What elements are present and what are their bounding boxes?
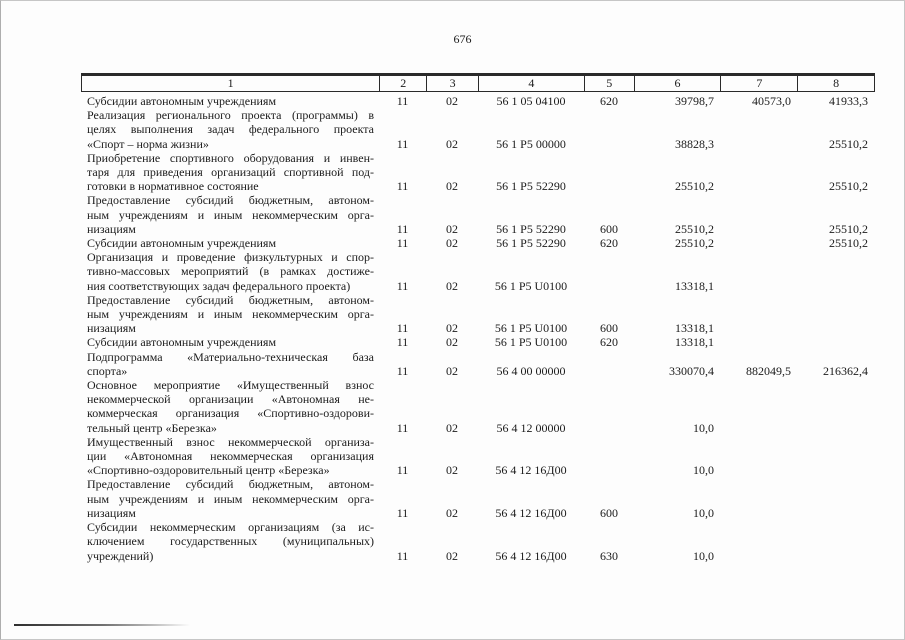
cell-value: 882049,5 <box>746 363 791 378</box>
cell-value: 620 <box>600 94 618 108</box>
cell-value: 330070,4 <box>669 363 714 378</box>
expense-type-code-cell <box>584 477 634 520</box>
cell-value: 11 <box>396 236 409 251</box>
amount-col7-cell <box>721 293 798 336</box>
row-title-line: ключением государственных (муниципальных) <box>87 534 374 549</box>
expense-type-code-cell <box>584 193 634 236</box>
expense-type-code-cell <box>584 378 634 435</box>
header-col-8: 8 <box>797 76 874 91</box>
cell-value: 25510,2 <box>675 221 714 236</box>
section-code-cell <box>379 108 426 151</box>
row-title-line: ния соответствующих задач федерального проекта) <box>87 278 351 293</box>
amount-col8-cell <box>798 108 875 151</box>
row-title-cell <box>81 335 379 349</box>
cell-value: 216362,4 <box>823 363 868 378</box>
section-code-cell <box>379 350 426 378</box>
subsection-code-cell <box>426 335 478 349</box>
subsection-code-cell <box>426 350 478 378</box>
cell-value: 02 <box>446 321 458 336</box>
row-title-line: Субсидии автономным учреждениям <box>87 236 277 251</box>
table-row <box>81 94 875 108</box>
cell-value: 02 <box>446 463 458 478</box>
row-title-cell <box>81 477 379 520</box>
cell-value: 02 <box>446 221 458 236</box>
cell-value: 56 4 12 16Д00 <box>495 463 567 478</box>
cell-value: 38828,3 <box>675 136 714 151</box>
subsection-code-cell <box>426 250 478 293</box>
row-title-line: коммерческая организация «Спортивно-оздорови- <box>87 406 374 421</box>
row-title-line: ным учреждениям и иным некоммерческим орга- <box>87 491 374 506</box>
cell-value: 11 <box>396 221 409 236</box>
amount-col6-cell <box>634 250 721 293</box>
cell-value: 02 <box>446 363 458 378</box>
subsection-code-cell <box>426 378 478 435</box>
table-row <box>81 293 875 336</box>
row-title-cell <box>81 151 379 194</box>
amount-col6-cell <box>634 378 721 435</box>
amount-col7-cell <box>721 250 798 293</box>
cell-value: 600 <box>600 505 618 520</box>
row-title-cell <box>81 250 379 293</box>
amount-col8-cell <box>798 236 875 250</box>
cell-value: 600 <box>600 221 618 236</box>
amount-col6-cell <box>634 477 721 520</box>
section-code-cell <box>379 151 426 194</box>
cell-value: 10,0 <box>693 420 714 435</box>
row-title-line: ным учреждениям и иным некоммерческим орга- <box>87 307 374 322</box>
table-row <box>81 520 875 563</box>
cell-value: 56 1 P5 U0100 <box>494 278 568 293</box>
table-row <box>81 435 875 478</box>
amount-col7-cell <box>721 435 798 478</box>
cell-value: 39798,7 <box>675 94 714 108</box>
cell-value: 02 <box>446 505 458 520</box>
target-article-code-cell <box>478 250 584 293</box>
row-title-line: готовки в нормативное состояние <box>87 179 259 194</box>
subsection-code-cell <box>426 520 478 563</box>
table-row <box>81 350 875 378</box>
subsection-code-cell <box>426 94 478 108</box>
subsection-code-cell <box>426 477 478 520</box>
row-title-cell <box>81 193 379 236</box>
row-title-line: таря для приведения организаций спортивной под- <box>87 165 374 180</box>
cell-value: 41933,3 <box>829 94 868 108</box>
cell-value: 56 4 12 16Д00 <box>495 548 567 563</box>
cell-value: 11 <box>396 363 409 378</box>
cell-value: 11 <box>396 505 409 520</box>
row-title-line: Предоставление субсидий бюджетным, автоном- <box>87 477 374 492</box>
row-title-cell <box>81 108 379 151</box>
expense-type-code-cell <box>584 108 634 151</box>
amount-col8-cell <box>798 293 875 336</box>
table-row <box>81 151 875 194</box>
expense-type-code-cell <box>584 250 634 293</box>
amount-col6-cell <box>634 520 721 563</box>
amount-col7-cell <box>721 335 798 349</box>
amount-col8-cell <box>798 335 875 349</box>
row-title-cell <box>81 378 379 435</box>
section-code-cell <box>379 236 426 250</box>
cell-value: 56 1 P5 52290 <box>496 221 566 236</box>
cell-value: 11 <box>396 321 409 336</box>
row-title-line: Предоставление субсидий бюджетным, автоном- <box>87 193 374 208</box>
cell-value: 13318,1 <box>675 278 714 293</box>
row-title-line: целях выполнения задач федерального проекта <box>87 122 374 137</box>
table-row <box>81 477 875 520</box>
subsection-code-cell <box>426 236 478 250</box>
cell-value: 56 1 P5 U0100 <box>494 321 568 336</box>
target-article-code-cell <box>478 236 584 250</box>
scan-artifact-line <box>14 624 190 626</box>
row-title-line: Субсидии автономным учреждениям <box>87 335 277 350</box>
section-code-cell <box>379 378 426 435</box>
amount-col8-cell <box>798 94 875 108</box>
subsection-code-cell <box>426 435 478 478</box>
cell-value: 630 <box>600 548 618 563</box>
header-col-3: 3 <box>426 76 478 91</box>
cell-value: 02 <box>446 278 458 293</box>
budget-table <box>81 73 875 563</box>
row-title-line: спорта» <box>87 363 128 378</box>
amount-col6-cell <box>634 236 721 250</box>
section-code-cell <box>379 193 426 236</box>
target-article-code-cell <box>478 293 584 336</box>
amount-col8-cell <box>798 350 875 378</box>
amount-col7-cell <box>721 520 798 563</box>
subsection-code-cell <box>426 193 478 236</box>
expense-type-code-cell <box>584 151 634 194</box>
row-title-line: ным учреждениям и иным некоммерческим орга- <box>87 207 374 222</box>
header-col-4: 4 <box>478 76 584 91</box>
cell-value: 02 <box>446 420 458 435</box>
row-title-cell <box>81 435 379 478</box>
section-code-cell <box>379 94 426 108</box>
amount-col7-cell <box>721 108 798 151</box>
amount-col8-cell <box>798 151 875 194</box>
amount-col7-cell <box>721 350 798 378</box>
cell-value: 25510,2 <box>675 179 714 194</box>
row-title-line: Субсидии некоммерческим организациям (за ис- <box>87 520 374 535</box>
row-title-line: Основное мероприятие «Имущественный взнос <box>87 378 374 393</box>
cell-value: 11 <box>396 179 409 194</box>
target-article-code-cell <box>478 193 584 236</box>
row-title-line: низациям <box>87 221 136 236</box>
row-title-line: низациям <box>87 505 136 520</box>
table-row <box>81 335 875 349</box>
section-code-cell <box>379 335 426 349</box>
amount-col6-cell <box>634 94 721 108</box>
expense-type-code-cell <box>584 350 634 378</box>
cell-value: 56 4 12 00000 <box>496 420 566 435</box>
table-body <box>81 94 875 563</box>
table-header-row <box>81 73 875 92</box>
table-row <box>81 250 875 293</box>
section-code-cell <box>379 250 426 293</box>
section-code-cell <box>379 477 426 520</box>
table-row <box>81 378 875 435</box>
cell-value: 10,0 <box>693 548 714 563</box>
amount-col8-cell <box>798 477 875 520</box>
cell-value: 25510,2 <box>829 221 868 236</box>
cell-value: 13318,1 <box>675 335 714 350</box>
expense-type-code-cell <box>584 435 634 478</box>
target-article-code-cell <box>478 151 584 194</box>
subsection-code-cell <box>426 293 478 336</box>
row-title-line: низациям <box>87 321 136 336</box>
header-col-2: 2 <box>379 76 426 91</box>
amount-col6-cell <box>634 108 721 151</box>
cell-value: 11 <box>396 278 409 293</box>
cell-value: 56 4 00 00000 <box>496 363 566 378</box>
amount-col8-cell <box>798 435 875 478</box>
cell-value: 40573,0 <box>752 94 791 108</box>
cell-value: 02 <box>446 548 458 563</box>
target-article-code-cell <box>478 378 584 435</box>
cell-value: 56 1 P5 52290 <box>496 179 566 194</box>
target-article-code-cell <box>478 350 584 378</box>
section-code-cell <box>379 293 426 336</box>
row-title-line: Предоставление субсидий бюджетным, автоном- <box>87 292 374 307</box>
cell-value: 56 1 P5 U0100 <box>494 335 568 350</box>
row-title-line: «Спорт – норма жизни» <box>87 136 209 151</box>
amount-col6-cell <box>634 335 721 349</box>
row-title-line: тивно-массовых мероприятий (в рамках достиже- <box>87 264 374 279</box>
target-article-code-cell <box>478 335 584 349</box>
expense-type-code-cell <box>584 293 634 336</box>
amount-col6-cell <box>634 193 721 236</box>
cell-value: 02 <box>446 136 458 151</box>
cell-value: 25510,2 <box>829 179 868 194</box>
cell-value: 11 <box>396 136 409 151</box>
cell-value: 25510,2 <box>829 236 868 251</box>
amount-col7-cell <box>721 236 798 250</box>
row-title-line: Подпрограмма «Материально-техническая база <box>87 349 374 364</box>
cell-value: 10,0 <box>693 463 714 478</box>
cell-value: 25510,2 <box>829 136 868 151</box>
subsection-code-cell <box>426 108 478 151</box>
target-article-code-cell <box>478 435 584 478</box>
amount-col6-cell <box>634 350 721 378</box>
cell-value: 56 1 05 04100 <box>496 94 566 108</box>
row-title-cell <box>81 293 379 336</box>
row-title-line: «Спортивно-оздоровительный центр «Березка» <box>87 463 330 478</box>
cell-value: 56 4 12 16Д00 <box>495 505 567 520</box>
cell-value: 02 <box>446 179 458 194</box>
cell-value: 02 <box>446 335 458 350</box>
section-code-cell <box>379 435 426 478</box>
cell-value: 620 <box>600 236 618 251</box>
row-title-cell <box>81 350 379 378</box>
target-article-code-cell <box>478 94 584 108</box>
row-title-line: учреждений) <box>87 548 154 563</box>
cell-value: 620 <box>600 335 618 350</box>
target-article-code-cell <box>478 477 584 520</box>
header-col-7: 7 <box>720 76 797 91</box>
cell-value: 11 <box>396 94 409 108</box>
row-title-line: ции «Автономная некоммерческая организация <box>87 449 374 464</box>
expense-type-code-cell <box>584 520 634 563</box>
cell-value: 25510,2 <box>675 236 714 251</box>
row-title-line: некоммерческой организации «Автономная не- <box>87 392 374 407</box>
expense-type-code-cell <box>584 335 634 349</box>
row-title-line: тельный центр «Березка» <box>87 420 217 435</box>
amount-col8-cell <box>798 250 875 293</box>
expense-type-code-cell <box>584 236 634 250</box>
amount-col6-cell <box>634 151 721 194</box>
expense-type-code-cell <box>584 94 634 108</box>
row-title-line: Реализация регионального проекта (программы) в <box>87 108 374 123</box>
amount-col8-cell <box>798 378 875 435</box>
cell-value: 56 1 P5 00000 <box>496 136 566 151</box>
header-col-1: 1 <box>227 76 234 90</box>
row-title-line: Имущественный взнос некоммерческой организа- <box>87 434 374 449</box>
cell-value: 11 <box>396 548 409 563</box>
cell-value: 11 <box>396 463 409 478</box>
amount-col7-cell <box>721 151 798 194</box>
subsection-code-cell <box>426 151 478 194</box>
cell-value: 11 <box>396 420 409 435</box>
target-article-code-cell <box>478 108 584 151</box>
cell-value: 13318,1 <box>675 321 714 336</box>
cell-value: 02 <box>446 94 458 108</box>
row-title-cell <box>81 236 379 250</box>
amount-col8-cell <box>798 520 875 563</box>
amount-col6-cell <box>634 293 721 336</box>
cell-value: 10,0 <box>693 505 714 520</box>
row-title-line: Субсидии автономным учреждениям <box>87 94 277 108</box>
header-col-6: 6 <box>634 76 721 91</box>
table-row <box>81 108 875 151</box>
cell-value: 02 <box>446 236 458 251</box>
cell-value: 600 <box>600 321 618 336</box>
cell-value: 11 <box>396 335 409 350</box>
amount-col7-cell <box>721 193 798 236</box>
section-code-cell <box>379 520 426 563</box>
header-col-5: 5 <box>584 76 634 91</box>
table-row <box>81 193 875 236</box>
row-title-line: Приобретение спортивного оборудования и инвен- <box>87 150 374 165</box>
row-title-cell <box>81 94 379 108</box>
table-row <box>81 236 875 250</box>
amount-col7-cell <box>721 378 798 435</box>
cell-value: 56 1 P5 52290 <box>496 236 566 251</box>
amount-col7-cell <box>721 94 798 108</box>
amount-col8-cell <box>798 193 875 236</box>
target-article-code-cell <box>478 520 584 563</box>
row-title-cell <box>81 520 379 563</box>
amount-col7-cell <box>721 477 798 520</box>
page-number: 676 <box>453 32 472 46</box>
row-title-line: Организация и проведение физкультурных и спор- <box>87 250 374 265</box>
amount-col6-cell <box>634 435 721 478</box>
